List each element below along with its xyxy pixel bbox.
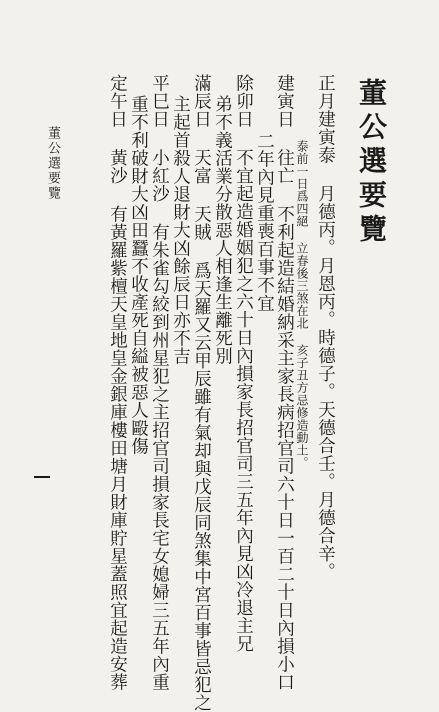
text-column-5: 除卯日 不宜起造婚姻犯之六十日內損家長招官司三五年內見凶冷退主兄 xyxy=(233,74,254,653)
margin-title: 董公選要覽 xyxy=(45,126,60,201)
text-column-3: 建寅日 往亡 不利起造結婚納采主家長病招官司六十日一百二十日內損小口 xyxy=(274,74,295,691)
text-column-11: 定午日 黃沙 有黃羅紫檀天皇地皇金銀庫樓田塘月財庫貯星蓋照宜起造安葬 xyxy=(107,74,128,691)
text-column-4: 二年內見重喪百事不宜 xyxy=(254,132,275,312)
page-number-mark xyxy=(34,476,50,478)
text-column-9: 平巳日 小紅沙 有朱雀勾絞到州星犯之主招官司損家長宅女媳婦三五年內重 xyxy=(149,74,170,691)
text-column-8: 主起首殺人退財大凶餘辰日亦不吉 xyxy=(170,95,191,365)
text-column-7: 滿辰日 天富 天賊 爲天羅又云甲辰雖有氣却與戊辰同煞集中宮百事皆忌犯之 xyxy=(191,74,212,712)
text-column-1: 正月建寅泰 月德丙。月恩丙。時德子。天德合壬。月德合辛。 xyxy=(315,74,336,581)
text-column-6: 弟不義活業分散惡人相逢生離死別 xyxy=(212,95,233,365)
text-column-2: 泰前一日爲四絕 立春後三煞在北 亥子丑方忌修造動土。 xyxy=(295,140,309,469)
text-column-10: 重不利破財大凶田蠶不收產死自縊被惡人毆傷 xyxy=(128,95,149,455)
page-title: 董公選要覽 xyxy=(355,78,388,248)
